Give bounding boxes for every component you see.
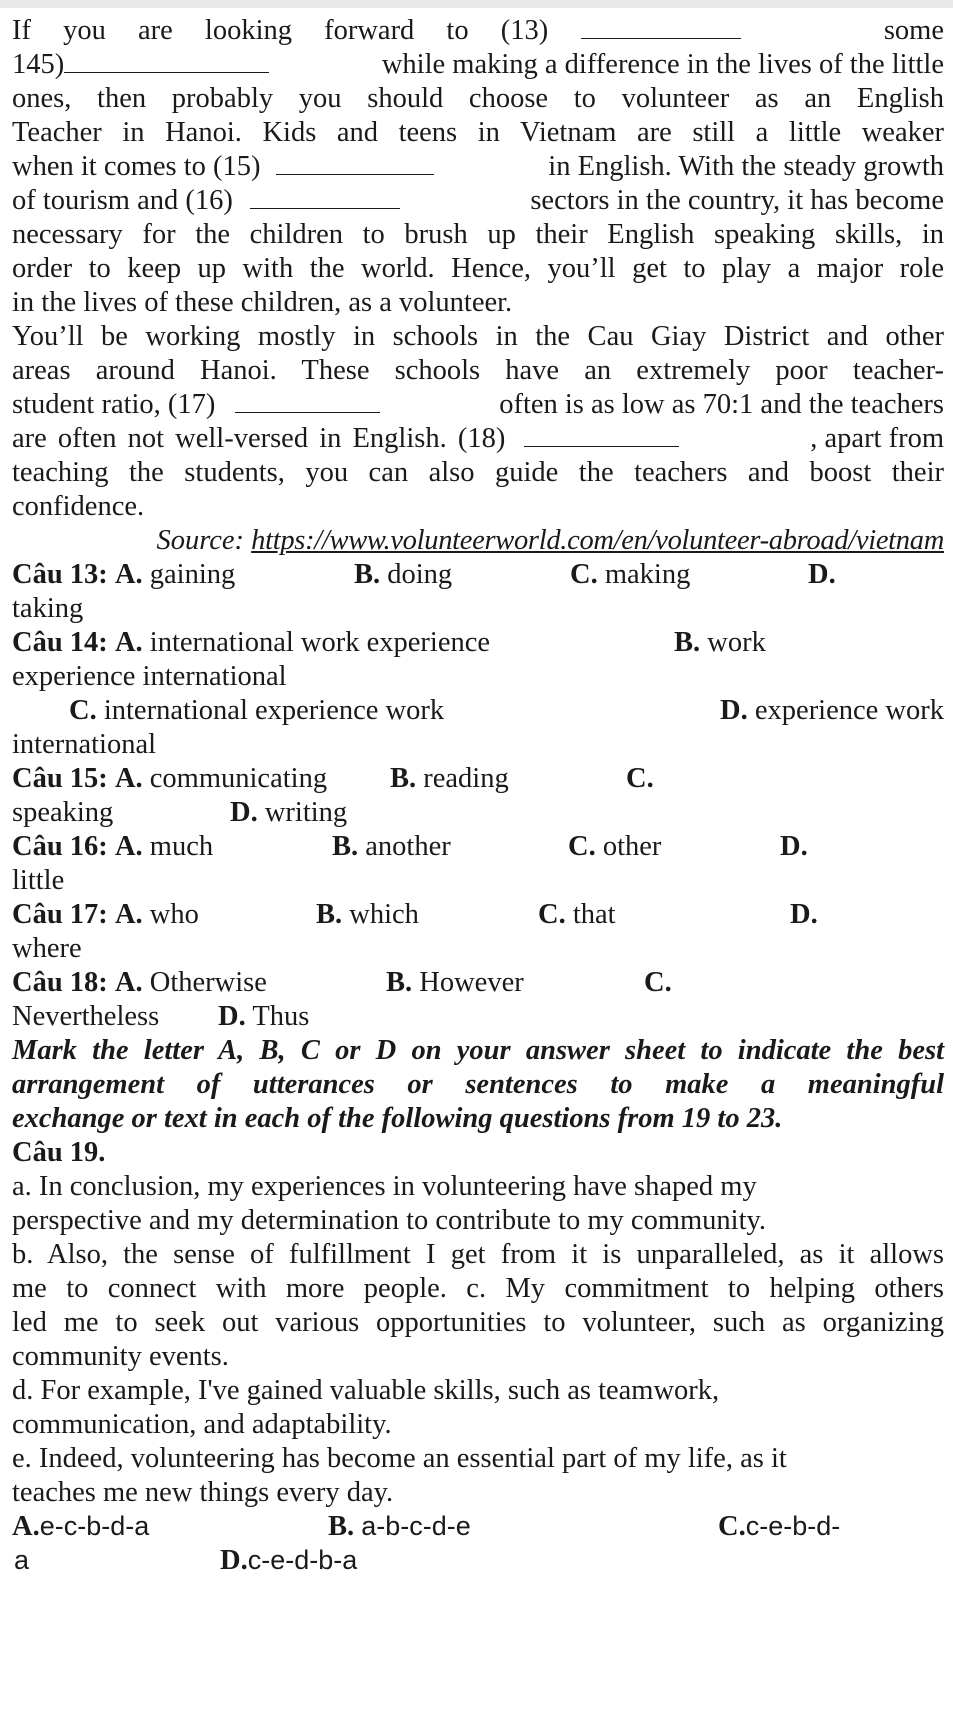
option-a[interactable]: much: [149, 831, 214, 862]
option-letter: C.: [568, 831, 596, 862]
sentence-c-continued: led me to seek out various opportunities to volunteer, such as organizing: [12, 1307, 944, 1338]
blank-18: [524, 424, 679, 447]
option-b[interactable]: work: [707, 627, 766, 658]
option-letter: C.: [626, 763, 654, 794]
passage-text: of tourism and (16): [12, 185, 233, 216]
question-label: Câu 17:: [12, 899, 108, 930]
option-c[interactable]: that: [572, 899, 616, 930]
sentence-a-continued: perspective and my determination to contribute to my community.: [12, 1205, 767, 1236]
source-line: [12, 522, 944, 559]
option-letter: B.: [332, 831, 359, 862]
passage-line-5: [12, 148, 944, 185]
option-letter: C.: [644, 967, 672, 998]
blank-16: [250, 186, 400, 209]
option-b-continued[interactable]: experience international: [12, 661, 287, 692]
source-label: Source:: [156, 525, 245, 556]
passage-line-10: You’ll be working mostly in schools in the Cau Giay District and other: [12, 321, 944, 352]
option-letter: D.: [790, 899, 818, 930]
passage-text: in English. With the steady growth: [548, 151, 944, 182]
sentence-e-continued: teaches me new things every day.: [12, 1477, 394, 1508]
option-d[interactable]: c-e-d-b-a: [247, 1545, 358, 1575]
question-label: Câu 15:: [12, 763, 108, 794]
question-14-row-2: [12, 692, 944, 729]
passage-text: when it comes to (15): [12, 151, 261, 182]
option-c-continued[interactable]: a: [14, 1545, 30, 1575]
sentence-a: a. In conclusion, my experiences in volunteering have shaped my: [12, 1171, 757, 1202]
passage-line-2: [12, 46, 944, 83]
source-link[interactable]: https://www.volunteerworld.com/en/volunteer-abroad/vietnam: [251, 525, 944, 556]
option-b[interactable]: doing: [387, 559, 453, 590]
passage-line-13: [12, 420, 944, 457]
passage-text: , apart from: [810, 423, 944, 454]
passage-text: 145): [12, 49, 65, 80]
option-a[interactable]: gaining: [149, 559, 236, 590]
option-a[interactable]: international work experience: [149, 627, 491, 658]
blank-17: [235, 390, 380, 413]
passage-line-8: order to keep up with the world. Hence, you’ll get to play a major role: [12, 253, 944, 284]
option-d[interactable]: little: [12, 865, 65, 896]
question-16: [12, 828, 944, 865]
sentence-d: d. For example, I've gained valuable skills, such as teamwork,: [12, 1375, 720, 1406]
passage-line-9: in the lives of these children, as a volunteer.: [12, 287, 513, 318]
option-letter: B.: [354, 559, 381, 590]
option-d[interactable]: Thus: [252, 1001, 310, 1032]
passage-text: If you are looking forward to (13): [12, 15, 549, 46]
sentence-d-continued: communication, and adaptability.: [12, 1409, 392, 1440]
option-letter: A.: [114, 967, 143, 998]
blank-13: [581, 16, 741, 39]
option-b[interactable]: another: [365, 831, 451, 862]
option-letter: D.: [780, 831, 808, 862]
question-label: Câu 18:: [12, 967, 108, 998]
passage-text: are often not well-versed in English. (18): [12, 423, 506, 454]
option-letter: C.: [69, 695, 97, 726]
option-a[interactable]: who: [149, 899, 199, 930]
question-14: [12, 624, 944, 661]
option-letter: A.: [114, 627, 143, 658]
passage-line-11: areas around Hanoi. These schools have an extremely poor teacher-: [12, 355, 944, 386]
passage-line-4: Teacher in Hanoi. Kids and teens in Vietnam are still a little weaker: [12, 117, 944, 148]
option-letter: D.: [720, 695, 748, 726]
option-c[interactable]: other: [602, 831, 662, 862]
instruction-line-2: arrangement of utterances or sentences to make a meaningful: [12, 1069, 944, 1100]
option-letter: B.: [390, 763, 417, 794]
question-15-row-2: [12, 794, 944, 831]
option-d[interactable]: taking: [12, 593, 84, 624]
passage-line-7: necessary for the children to brush up their English speaking skills, in: [12, 219, 944, 250]
passage-line-12: [12, 386, 944, 423]
option-letter: B.: [674, 627, 701, 658]
option-letter: A.: [114, 831, 143, 862]
option-letter: D.: [220, 1545, 248, 1576]
passage-text: often is as low as 70:1 and the teachers: [499, 389, 944, 420]
option-c[interactable]: international experience work: [103, 695, 445, 726]
passage-line-1: [12, 12, 944, 49]
passage-text: some: [883, 15, 944, 46]
passage-line-6: [12, 182, 944, 219]
question-label: Câu 13:: [12, 559, 108, 590]
option-a[interactable]: Otherwise: [149, 967, 267, 998]
question-18-row-2: [12, 998, 944, 1035]
option-d[interactable]: where: [12, 933, 82, 964]
option-b[interactable]: a-b-c-d-e: [361, 1511, 471, 1541]
sentence-b: b. Also, the sense of fulfillment I get from it is unparalleled, as it allows: [12, 1239, 944, 1270]
option-letter: D.: [218, 1001, 246, 1032]
option-c[interactable]: Nevertheless: [12, 1001, 160, 1032]
question-label: Câu 16:: [12, 831, 108, 862]
option-letter: A.: [12, 1511, 40, 1542]
sentence-c-end: community events.: [12, 1341, 229, 1372]
passage-line-3: ones, then probably you should choose to volunteer as an English: [12, 83, 944, 114]
option-c[interactable]: speaking: [12, 797, 114, 828]
option-letter: B.: [328, 1511, 355, 1542]
option-d[interactable]: writing: [264, 797, 348, 828]
sentence-e: e. Indeed, volunteering has become an essential part of my life, as it: [12, 1443, 787, 1474]
blank-14: [64, 50, 269, 73]
option-letter: B.: [386, 967, 413, 998]
option-a[interactable]: e-c-b-d-a: [39, 1511, 150, 1541]
question-label: Câu 14:: [12, 627, 108, 658]
blank-15: [276, 152, 434, 175]
option-letter: A.: [114, 899, 143, 930]
instruction-line-1: Mark the letter A, B, C or D on your answer sheet to indicate the best: [12, 1035, 944, 1066]
option-letter: A.: [114, 559, 143, 590]
passage-line-14: teaching the students, you can also guide the teachers and boost their: [12, 457, 944, 488]
question-17: [12, 896, 944, 933]
top-border: [0, 0, 953, 8]
option-letter: A.: [114, 763, 143, 794]
option-d-continued[interactable]: international: [12, 729, 157, 760]
instruction-line-3: exchange or text in each of the following questions from 19 to 23.: [12, 1103, 783, 1134]
passage-text: student ratio, (17): [12, 389, 216, 420]
option-b[interactable]: which: [349, 899, 419, 930]
option-c[interactable]: c-e-b-d-: [745, 1511, 841, 1541]
question-19-label: Câu 19.: [12, 1137, 106, 1168]
question-13: [12, 556, 944, 593]
question-19-options: [12, 1508, 944, 1545]
question-19-options-row-2: [12, 1542, 944, 1579]
question-18: [12, 964, 944, 1001]
passage-line-15: confidence.: [12, 491, 145, 522]
option-b[interactable]: However: [419, 967, 524, 998]
option-letter: C.: [718, 1511, 746, 1542]
option-letter: D.: [808, 559, 836, 590]
option-a[interactable]: communicating: [149, 763, 328, 794]
option-letter: D.: [230, 797, 258, 828]
question-15: [12, 760, 944, 797]
sentence-b-c: me to connect with more people. c. My commitment to helping others: [12, 1273, 944, 1304]
passage-text: while making a difference in the lives of the little: [381, 49, 944, 80]
passage-text: sectors in the country, it has become: [530, 185, 944, 216]
option-d[interactable]: experience work: [754, 695, 944, 726]
option-letter: C.: [538, 899, 566, 930]
option-c[interactable]: making: [604, 559, 691, 590]
option-letter: B.: [316, 899, 343, 930]
option-letter: C.: [570, 559, 598, 590]
option-b[interactable]: reading: [423, 763, 509, 794]
